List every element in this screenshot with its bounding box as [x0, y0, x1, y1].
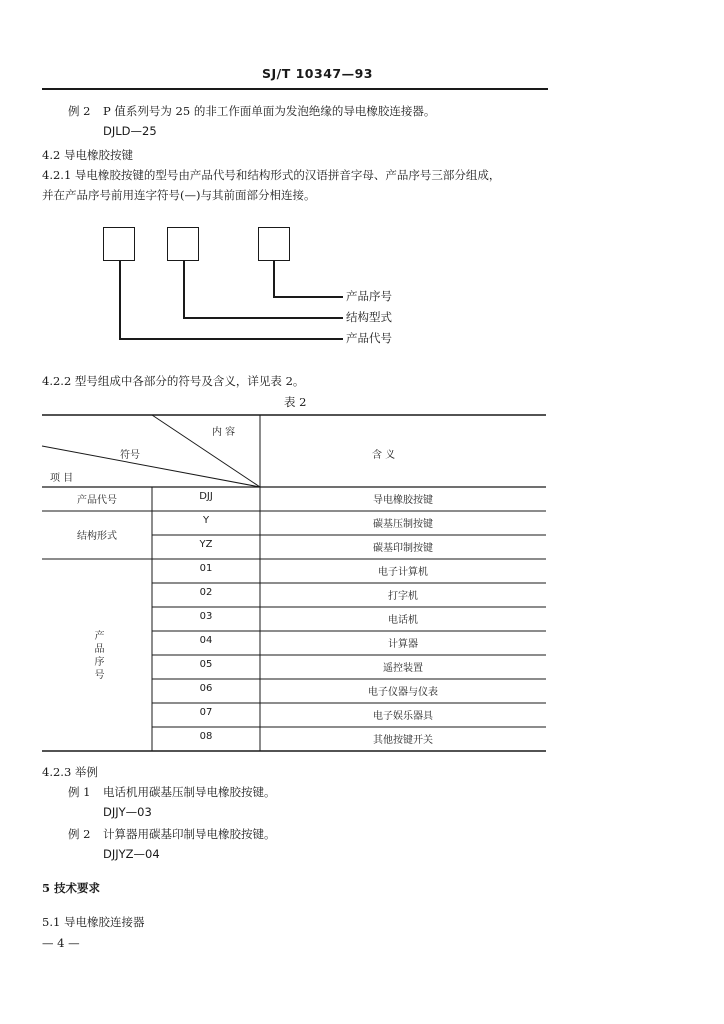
row-symbol: 05: [199, 659, 213, 670]
section-4-2-2-text: 4.2.2 型号组成中各部分的符号及含义，详见表 2。: [42, 374, 305, 388]
row-meaning: 打字机: [388, 591, 418, 602]
row-symbol: DJJ: [199, 491, 213, 502]
row-meaning: 导电橡胶按键: [373, 495, 433, 506]
diagram-label-structure: 结构型式: [346, 310, 392, 324]
row-symbol: Y: [202, 515, 210, 526]
example1-code: DJJY—03: [103, 805, 152, 819]
example2-bottom-label: 例 2: [68, 827, 91, 841]
group-product-code: 产品代号: [77, 495, 117, 506]
section-4-2-3-heading: 4.2.3 举例: [42, 765, 98, 779]
row-symbol: 08: [199, 731, 213, 742]
row-symbol: 03: [199, 611, 213, 622]
section-4-2-1-line1: 4.2.1 导电橡胶按键的型号由产品代号和结构形式的汉语拼音字母、产品序号三部分组成，: [42, 168, 501, 182]
row-symbol: 04: [199, 635, 213, 646]
table-caption: 表 2: [284, 395, 307, 409]
row-symbol: 07: [199, 707, 213, 718]
diagram-label-product-code: 产品代号: [346, 331, 392, 345]
row-symbol: 02: [199, 587, 213, 598]
row-meaning: 电话机: [388, 615, 418, 626]
section-4-2-heading: 4.2 导电橡胶按键: [42, 148, 133, 162]
standard-number: SJ/T 10347—93: [262, 66, 373, 81]
table-header-content: 内 容: [212, 427, 236, 438]
section-5-1-heading: 5.1 导电橡胶连接器: [42, 915, 145, 929]
example2-text: P 值系列号为 25 的非工作面单面为发泡绝缘的导电橡胶连接器。: [103, 104, 436, 118]
example2-label: 例 2: [68, 104, 91, 118]
section-5-heading: 5 技术要求: [42, 881, 101, 895]
row-meaning: 电子计算机: [378, 567, 428, 578]
group-serial: 产品序号: [92, 630, 103, 682]
page-number: — 4 —: [42, 936, 80, 950]
example1-label: 例 1: [68, 785, 91, 799]
example1-text: 电话机用碳基压制导电橡胶按键。: [103, 785, 276, 799]
diagram-label-serial: 产品序号: [346, 289, 392, 303]
row-meaning: 电子仪器与仪表: [368, 687, 438, 698]
example2-code: DJLD—25: [103, 124, 157, 138]
row-meaning: 碳基印制按键: [373, 543, 433, 554]
example2-bottom-code: DJJYZ—04: [103, 847, 160, 861]
row-meaning: 计算器: [388, 639, 418, 650]
table-header-item: 项 目: [50, 473, 74, 484]
row-symbol: YZ: [199, 539, 213, 550]
row-meaning: 其他按键开关: [373, 735, 433, 746]
row-meaning: 碳基压制按键: [373, 519, 433, 530]
table-header-meaning: 含 义: [372, 450, 396, 461]
row-meaning: 电子娱乐器具: [373, 711, 433, 722]
group-structure: 结构形式: [77, 531, 117, 542]
row-symbol: 06: [199, 683, 213, 694]
row-symbol: 01: [199, 563, 213, 574]
example2-bottom-text: 计算器用碳基印制导电橡胶按键。: [103, 827, 276, 841]
row-meaning: 遥控装置: [383, 663, 423, 674]
section-4-2-1-line2: 并在产品序号前用连字符号(—)与其前面部分相连接。: [42, 188, 316, 202]
table-header-symbol: 符号: [120, 450, 140, 461]
